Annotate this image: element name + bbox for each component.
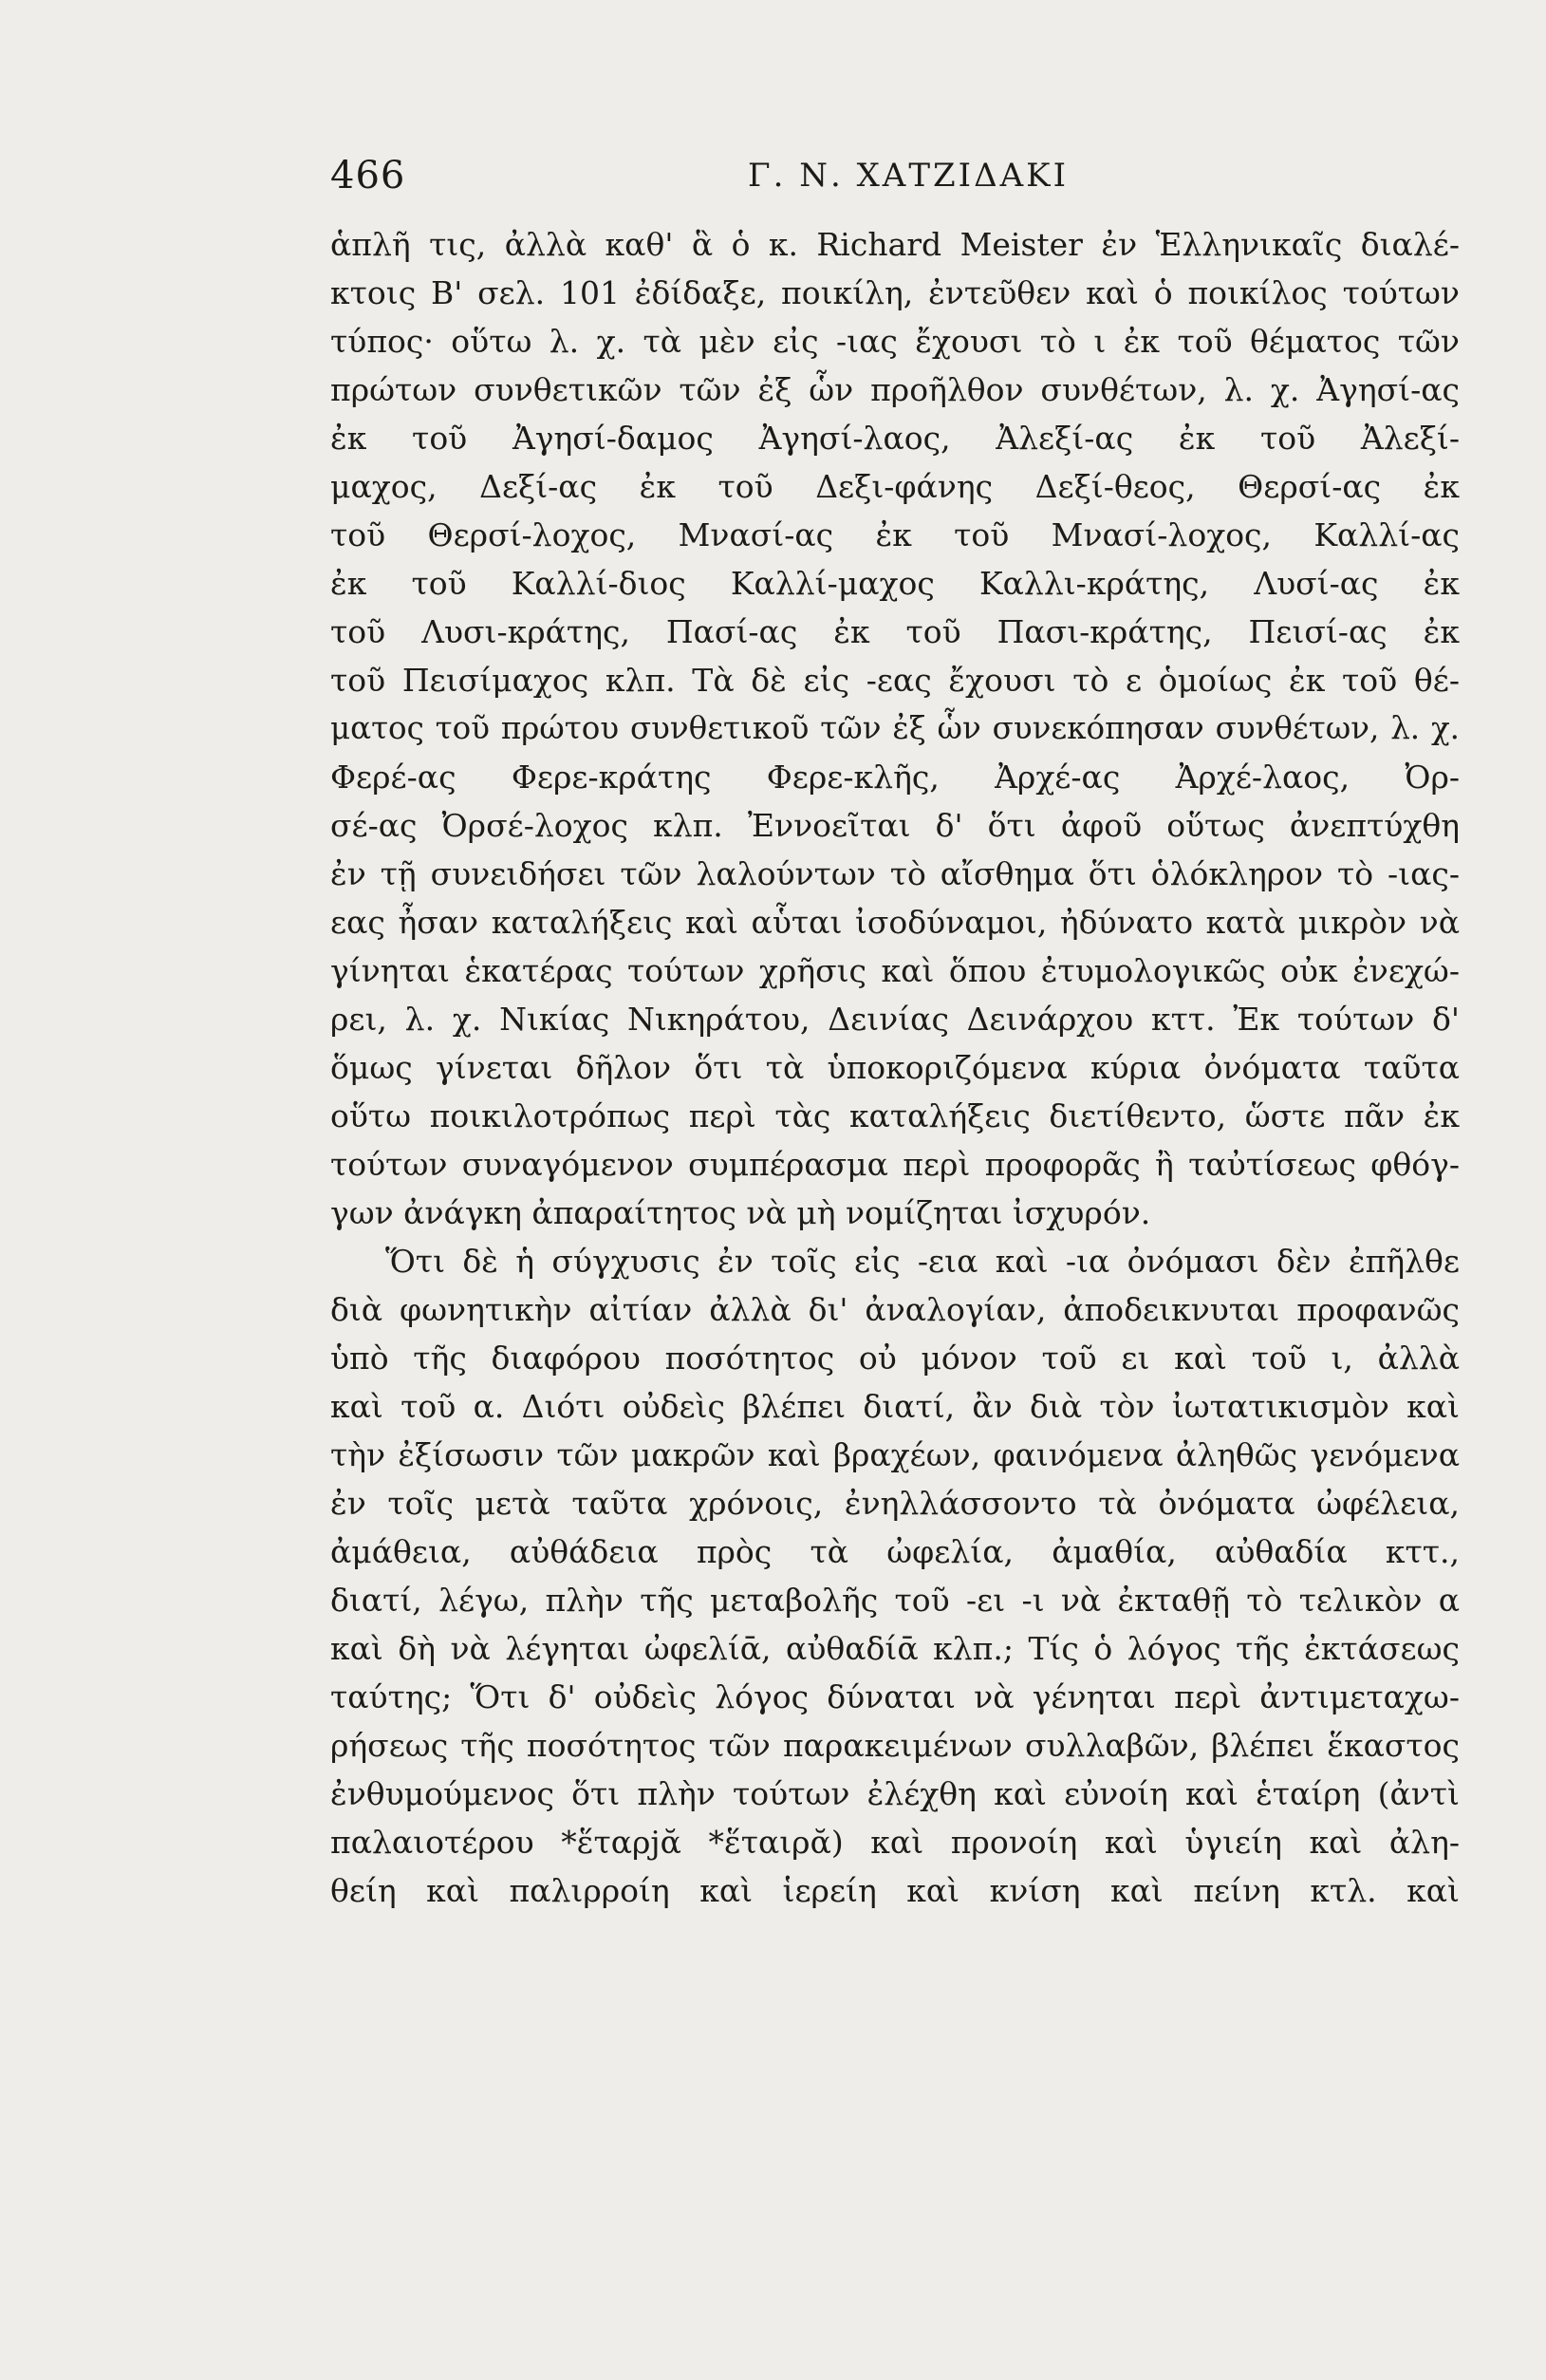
text-line: γων ἀνάγκη ἀπαραίτητος νὰ μὴ νομίζηται ἰσχυρόν. [330,1194,1151,1231]
text-line: ἐν τῇ συνειδήσει τῶν λαλούντων τὸ αἴσθημα ὅτι ὁλόκληρον τὸ -ιας- [330,855,1460,892]
text-line: τοῦ Πεισίμαχος κλπ. Τὰ δὲ εἰς -εας ἔχουσι τὸ ε ὁμοίως ἐκ τοῦ θέ- [330,662,1460,699]
text-line: τύπος· οὕτω λ. χ. τὰ μὲν εἰς -ιας ἔχουσι τὸ ι ἐκ τοῦ θέματος τῶν [330,323,1460,360]
text-line: σέ-ας Ὀρσέ-λοχος κλπ. Ἐννοεῖται δ' ὅτι ἀφοῦ οὕτως ἀνεπτύχθη [330,807,1460,844]
text-line: τὴν ἐξίσωσιν τῶν μακρῶν καὶ βραχέων, φαινόμενα ἀληθῶς γενόμενα [330,1436,1460,1473]
text-line: Ὅτι δὲ ἡ σύγχυσις ἐν τοῖς εἰς -εια καὶ -ια ὀνόμασι δὲν ἐπῆλθε [385,1243,1460,1280]
text-line: τοῦ Θερσί-λοχος, Μνασί-ας ἐκ τοῦ Μνασί-λοχος, Καλλί-ας [330,516,1460,553]
text-line: οὕτω ποικιλοτρόπως περὶ τὰς καταλήξεις διετίθεντο, ὥστε πᾶν ἐκ [330,1097,1460,1134]
text-line: εας ἦσαν καταλήξεις καὶ αὗται ἰσοδύναμοι, ἠδύνατο κατὰ μικρὸν νὰ [330,904,1460,941]
running-head: Γ. Ν. ΧΑΤΖΙΔΑΚΙ [748,157,1070,195]
text-line: τοῦ Λυσι-κράτης, Πασί-ας ἐκ τοῦ Πασι-κράτης, Πεισί-ας ἐκ [330,613,1460,650]
text-line: τούτων συναγόμενον συμπέρασμα περὶ προφορᾶς ἢ ταὐτίσεως φθόγ- [330,1146,1460,1183]
text-line: ἐνθυμούμενος ὅτι πλὴν τούτων ἐλέχθη καὶ εὐνοίη καὶ ἑταίρη (ἀντὶ [330,1775,1460,1812]
text-line: ρήσεως τῆς ποσότητος τῶν παρακειμένων συλλαβῶν, βλέπει ἕκαστος [330,1727,1460,1764]
text-line: κτοις Β' σελ. 101 ἐδίδαξε, ποικίλη, ἐντεῦθεν καὶ ὁ ποικίλος τούτων [330,274,1460,311]
text-line: θείη καὶ παλιρροίη καὶ ἱερείη καὶ κνίση καὶ πείνη κτλ. καὶ [330,1872,1460,1909]
text-line: ὅμως γίνεται δῆλον ὅτι τὰ ὑποκοριζόμενα κύρια ὀνόματα ταῦτα [330,1049,1460,1086]
text-line: ἐκ τοῦ Καλλί-διος Καλλί-μαχος Καλλι-κράτης, Λυσί-ας ἐκ [330,565,1460,602]
text-line: παλαιοτέρου *ἕταρjᾰ *ἕταιρᾰ) καὶ προνοίη καὶ ὑγιείη καὶ ἀλη- [330,1824,1460,1861]
text-line: καὶ δὴ νὰ λέγηται ὠφελίᾱ, αὐθαδίᾱ κλπ.; Τίς ὁ λόγος τῆς ἐκτάσεως [330,1630,1460,1667]
text-line: ματος τοῦ πρώτου συνθετικοῦ τῶν ἐξ ὧν συνεκόπησαν συνθέτων, λ. χ. [330,710,1460,746]
text-line: ταύτης; Ὅτι δ' οὐδεὶς λόγος δύναται νὰ γένηται περὶ ἀντιμεταχω- [330,1678,1460,1715]
text-line: πρώτων συνθετικῶν τῶν ἐξ ὧν προῆλθον συνθέτων, λ. χ. Ἀγησί-ας [330,371,1460,408]
page-header [330,142,1460,209]
text-line: μαχος, Δεξί-ας ἐκ τοῦ Δεξι-φάνης Δεξί-θεος, Θερσί-ας ἐκ [330,468,1460,505]
text-line: γίνηται ἑκατέρας τούτων χρῆσις καὶ ὅπου ἐτυμολογικῶς οὐκ ἐνεχώ- [330,952,1460,989]
page-number: 466 [330,154,406,197]
text-line: ἐκ τοῦ Ἀγησί-δαμος Ἀγησί-λαος, Ἀλεξί-ας ἐκ τοῦ Ἀλεξί- [330,420,1460,457]
text-line: ἀμάθεια, αὐθάδεια πρὸς τὰ ὠφελία, ἀμαθία, αὐθαδία κττ., [330,1533,1460,1570]
text-line: ρει, λ. χ. Νικίας Νικηράτου, Δεινίας Δεινάρχου κττ. Ἐκ τούτων δ' [330,1001,1460,1038]
text-line: ὑπὸ τῆς διαφόρου ποσότητος οὐ μόνον τοῦ ει καὶ τοῦ ι, ἀλλὰ [330,1340,1460,1377]
text-line: ἁπλῆ τις, ἀλλὰ καθ' ἃ ὁ κ. Richard Meister ἐν Ἑλληνικαῖς διαλέ- [330,226,1460,263]
text-line: Φερέ-ας Φερε-κράτης Φερε-κλῆς, Ἀρχέ-ας Ἀρχέ-λαος, Ὀρ- [330,759,1460,796]
text-line: καὶ τοῦ α. Διότι οὐδεὶς βλέπει διατί, ἂν διὰ τὸν ἰωτατικισμὸν καὶ [330,1388,1460,1425]
text-line: διατί, λέγω, πλὴν τῆς μεταβολῆς τοῦ -ει -ι νὰ ἐκταθῇ τὸ τελικὸν α [330,1582,1460,1619]
body-text [330,220,1460,1915]
text-line: ἐν τοῖς μετὰ ταῦτα χρόνοις, ἐνηλλάσσοντο τὰ ὀνόματα ὠφέλεια, [330,1485,1460,1522]
text-line: διὰ φωνητικὴν αἰτίαν ἀλλὰ δι' ἀναλογίαν, ἀποδεικνυται προφανῶς [330,1291,1460,1328]
